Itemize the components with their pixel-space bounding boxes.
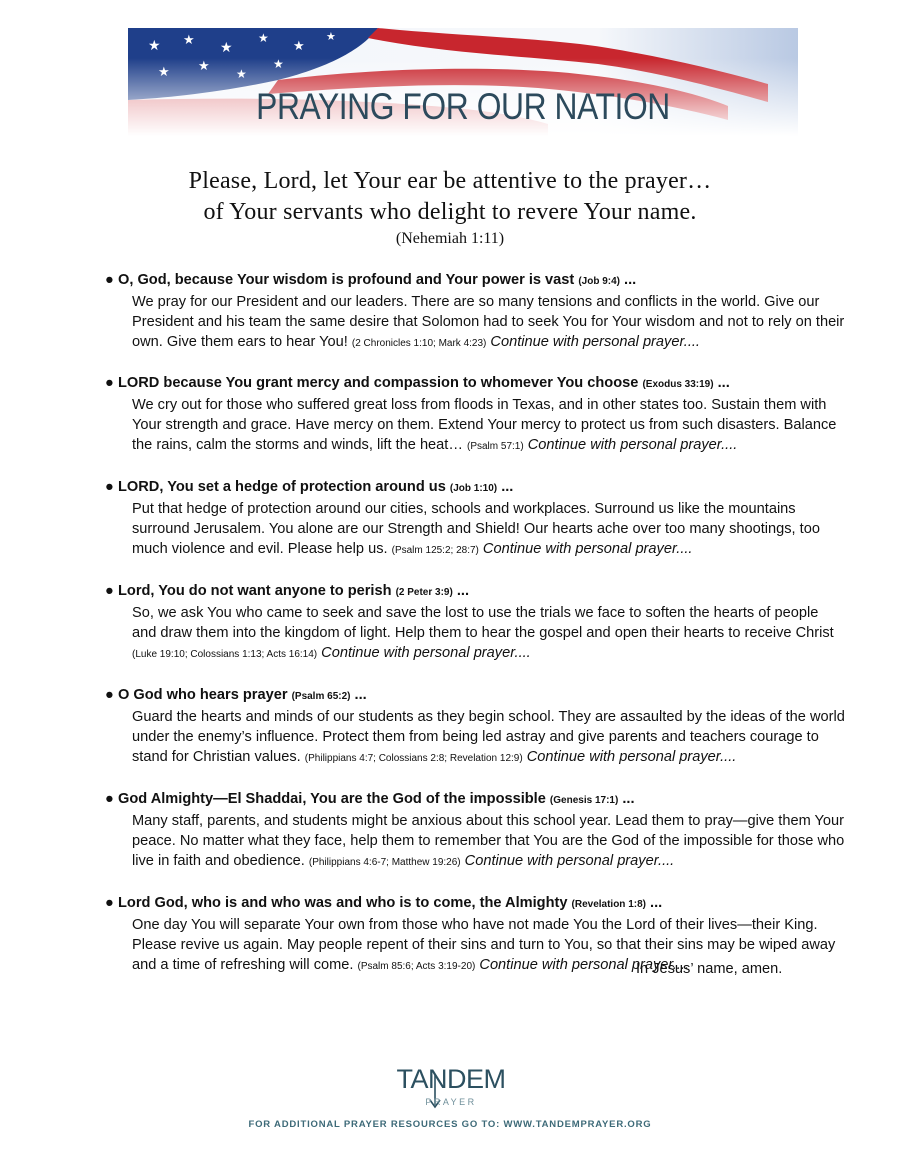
prayer-heading: ● Lord God, who is and who was and who is to come, the Almighty (Revelation 1:8) ... xyxy=(105,895,663,911)
prayer-text: One day You will separate Your own from those who have not made You the Lord of their lives—their King. Please revive us again. May people repent of their sins and turn to You, so that their sins may be wiped away and a time of refreshing will come. (Psalm 85:6; Acts 3:19-20) Continue with personal prayer.... xyxy=(132,917,836,973)
svg-text:★: ★ xyxy=(326,31,336,43)
prayer-heading: ● O God who hears prayer (Psalm 65:2) ... xyxy=(105,687,367,703)
tandem-prayer-logo xyxy=(391,1064,511,1112)
svg-text:★: ★ xyxy=(293,38,305,53)
prayer-heading: ● LORD because You grant mercy and compassion to whomever You choose (Exodus 33:19) ... xyxy=(105,375,730,391)
bullet-icon: ● xyxy=(105,272,114,288)
prayer-item xyxy=(105,373,845,457)
header-verse xyxy=(0,166,900,249)
prayer-item xyxy=(105,270,845,354)
prayer-text: Guard the hearts and minds of our students as they begin school. They are assaulted by the ideas of the world under the enemy’s influence. Protect them from being led astray and give parents and teachers courage to stand for Christian values. (Philippians 4:7; Colossians 2:8; Revelation 12:9) Continue with personal prayer.... xyxy=(132,709,845,765)
closing-line: In Jesus’ name, amen. xyxy=(636,961,783,977)
bullet-icon: ● xyxy=(105,479,114,495)
logo-subtitle: PRAYER xyxy=(425,1097,477,1107)
bullet-icon: ● xyxy=(105,375,114,391)
svg-text:★: ★ xyxy=(148,37,161,53)
svg-text:★: ★ xyxy=(220,39,233,55)
verse-reference: (Nehemiah 1:11) xyxy=(395,230,505,247)
verse-line-1: Please, Lord, let Your ear be attentive to the prayer… xyxy=(188,168,712,194)
prayer-text: Many staff, parents, and students might be anxious about this school year. Lead them to pray—give them Your peace. No matter what they face, help them to remember that You are the God of the impossible for those who live in faith and obedience. (Philippians 4:6-7; Matthew 19:26) Continue with personal prayer.... xyxy=(132,813,845,869)
prayer-heading: ● LORD, You set a hedge of protection around us (Job 1:10) ... xyxy=(105,479,514,495)
prayer-text: So, we ask You who came to seek and save the lost to use the trials we face to soften the hearts of people and draw them into the kingdom of light. Help them to hear the gospel and open their hearts to receive Christ (Luke 19:10; Colossians 1:13; Acts 16:14) Continue with personal prayer.... xyxy=(132,605,834,661)
prayer-text: We pray for our President and our leaders. There are so many tensions and conflicts in the world. Give our President and his team the same desire that Solomon had to seek You for Your wisdom and not to rely on their own. Give them ears to hear You! (2 Chronicles 1:10; Mark 4:23) Continue with personal prayer.... xyxy=(132,294,845,350)
svg-text:★: ★ xyxy=(183,32,195,47)
prayer-heading: ● God Almighty—El Shaddai, You are the God of the impossible (Genesis 17:1) ... xyxy=(105,791,635,807)
prayer-text: We cry out for those who suffered great loss from floods in Texas, and in other states too. Sustain them with Your strength and grace. Have mercy on them. Extend Your mercy to protect us from such disasters. Balance the rains, calm the storms and winds, lift the heat… (Psalm 57:1) Continue with personal prayer.... xyxy=(132,397,837,453)
prayer-item xyxy=(105,581,845,665)
bullet-icon: ● xyxy=(105,895,114,911)
verse-line-2: of Your servants who delight to revere Your name. xyxy=(203,199,697,225)
footer-resources: FOR ADDITIONAL PRAYER RESOURCES GO TO: WWW.TANDEMPRAYER.ORG xyxy=(248,1119,652,1130)
prayer-item xyxy=(105,685,845,769)
svg-text:★: ★ xyxy=(258,31,269,45)
bullet-icon: ● xyxy=(105,791,114,807)
prayer-heading: ● O, God, because Your wisdom is profound and Your power is vast (Job 9:4) ... xyxy=(105,272,637,288)
bullet-icon: ● xyxy=(105,687,114,703)
bullet-icon: ● xyxy=(105,583,114,599)
prayer-item xyxy=(105,477,845,561)
prayer-list xyxy=(105,270,845,997)
prayer-text: Put that hedge of protection around our cities, schools and workplaces. Surround us like the mountains surround Jerusalem. You alone are our Strength and Shield! Our hearts ache over too many shootings, too much violence and evil. Please help us. (Psalm 125:2; 28:7) Continue with personal prayer.... xyxy=(132,501,820,557)
logo-wordmark: TANDEM xyxy=(396,1064,506,1094)
banner-title: PRAYING FOR OUR NATION xyxy=(256,86,670,127)
prayer-item xyxy=(105,789,845,873)
prayer-heading: ● Lord, You do not want anyone to perish (2 Peter 3:9) ... xyxy=(105,583,470,599)
flag-banner xyxy=(128,28,798,136)
